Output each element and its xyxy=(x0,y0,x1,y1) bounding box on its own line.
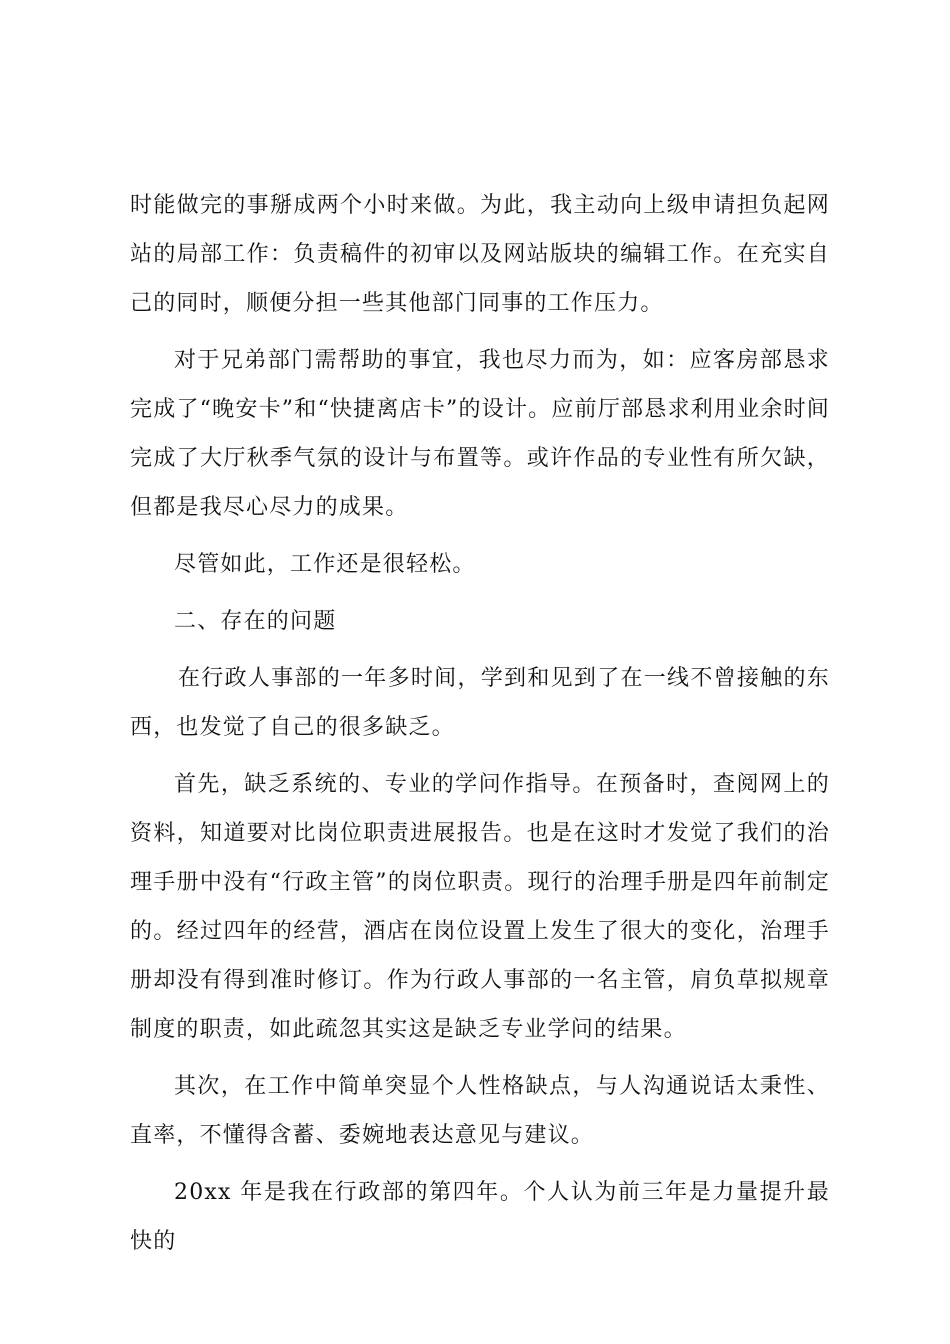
paragraph-second-personality: 其次，在工作中简单突显个人性格缺点，与人沟通说话太秉性、直率，不懂得含蓄、委婉地表达意见与建议。 xyxy=(130,1074,830,1148)
section-heading-problems: 二、存在的问题 xyxy=(174,609,337,634)
paragraph-support-departments: 对于兄弟部门需帮助的事宜，我也尽力而为，如：应客房部恳求完成了“晚安卡”和“快捷离店卡”的设计。应前厅部恳求利用业余时间完成了大厅秋季气氛的设计与布置等。或许作品的专业性有所欠缺，但都是我尽心尽力的成果。 xyxy=(130,348,830,520)
paragraph-continuation: 时能做完的事掰成两个小时来做。为此，我主动向上级申请担负起网站的局部工作：负责稿件的初审以及网站版块的编辑工作。在充实自己的同时，顺便分担一些其他部门同事的工作压力。 xyxy=(130,193,830,316)
paragraph-work-easy: 尽管如此，工作还是很轻松。 xyxy=(174,552,476,577)
document-body xyxy=(130,181,830,1274)
paragraph-one-year: 在行政人事部的一年多时间，学到和见到了在一线不曾接触的东西，也发觉了自己的很多缺乏。 xyxy=(130,666,830,740)
paragraph-fourth-year: 20xx 年是我在行政部的第四年。个人认为前三年是力量提升最快的 xyxy=(130,1180,830,1254)
paragraph-first-lack-knowledge: 首先，缺乏系统的、专业的学问作指导。在预备时，查阅网上的资料，知道要对比岗位职责进展报告。也是在这时才发觉了我们的治理手册中没有“行政主管”的岗位职责。现行的治理手册是四年前制定的。经过四年的经营，酒店在岗位设置上发生了很大的变化，治理手册却没有得到准时修订。作为行政人事部的一名主管，肩负草拟规章制度的职责，如此疏忽其实这是缺乏专业学问的结果。 xyxy=(130,772,830,1042)
